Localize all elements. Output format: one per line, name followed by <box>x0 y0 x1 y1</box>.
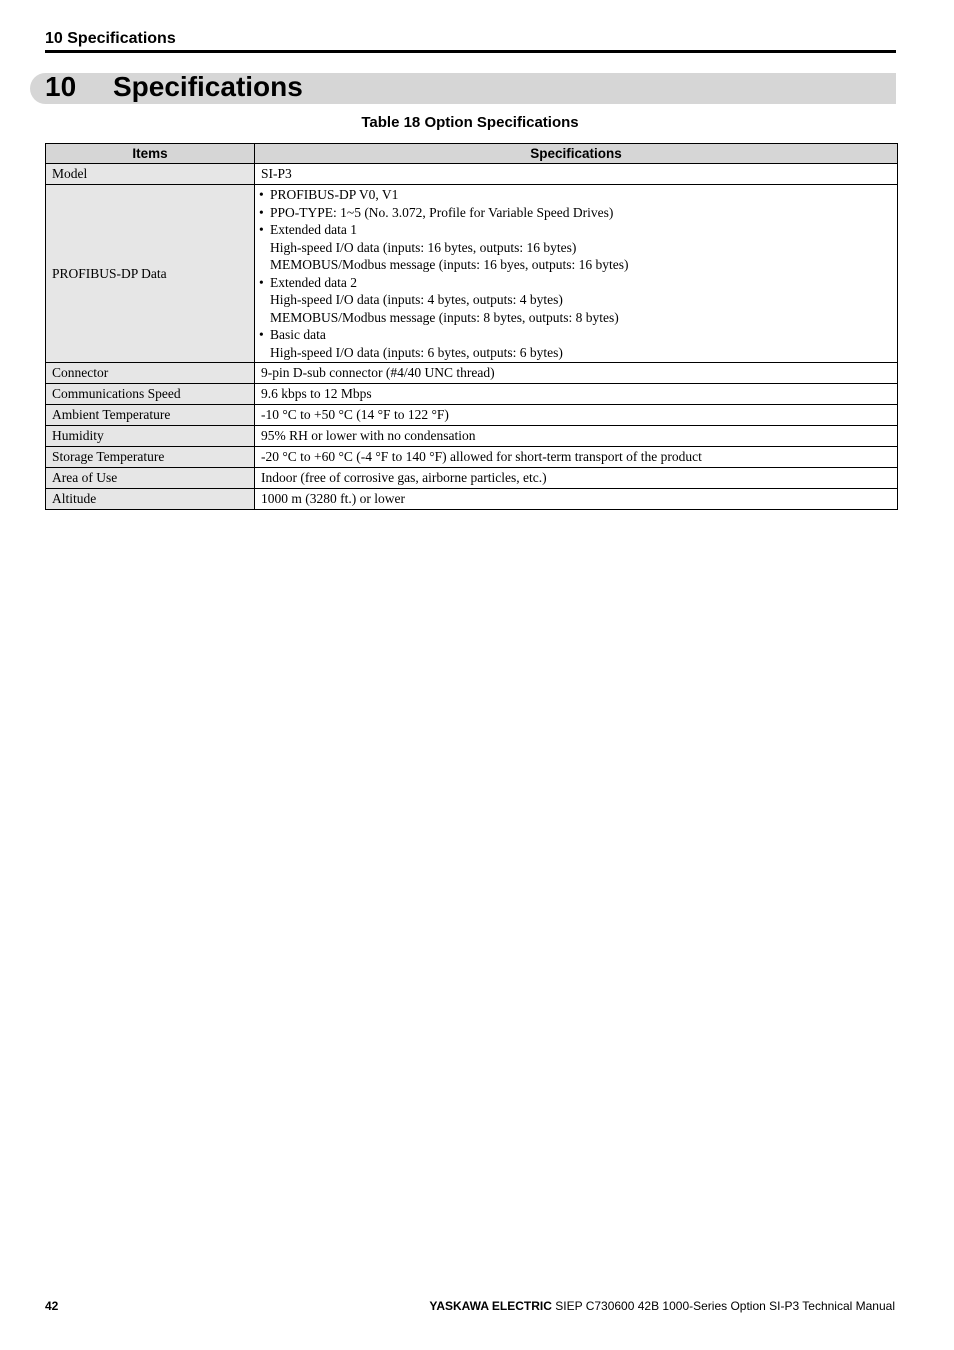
spec-line: High-speed I/O data (inputs: 4 bytes, outputs: 4 bytes) <box>270 292 563 307</box>
spec-line: • Basic data <box>261 326 891 344</box>
item-cell: PROFIBUS-DP Data <box>46 185 255 363</box>
item-cell: Ambient Temperature <box>46 405 255 426</box>
table-caption: Table 18 Option Specifications <box>361 114 579 131</box>
column-header-specifications: Specifications <box>255 144 898 164</box>
section-title: Specifications <box>113 71 303 102</box>
spec-cell: Indoor (free of corrosive gas, airborne particles, etc.) <box>255 468 898 489</box>
spec-line: High-speed I/O data (inputs: 16 bytes, outputs: 16 bytes) <box>270 239 577 255</box>
table-row <box>46 405 898 426</box>
page-number: 42 <box>45 1299 59 1313</box>
spec-line: • PPO-TYPE: 1~5 (No. 3.072, Profile for Variable Speed Drives) <box>261 204 891 222</box>
option-specifications-table <box>45 143 898 510</box>
item-cell: Storage Temperature <box>46 447 255 468</box>
spec-line: MEMOBUS/Modbus message (inputs: 8 bytes, outputs: 8 bytes) <box>270 309 619 325</box>
table-row <box>46 447 898 468</box>
table-row <box>46 468 898 489</box>
footer-document-info <box>429 1299 895 1313</box>
spec-cell: 9.6 kbps to 12 Mbps <box>255 384 898 405</box>
section-number: 10 <box>45 71 77 102</box>
table-row <box>46 185 898 363</box>
spec-list <box>261 186 891 361</box>
spec-cell: -20 °C to +60 °C (-4 °F to 140 °F) allowed for short-term transport of the product <box>255 447 898 468</box>
table-row <box>46 426 898 447</box>
item-cell: Connector <box>46 363 255 384</box>
spec-line: • PROFIBUS-DP V0, V1 <box>261 186 891 204</box>
footer-company: YASKAWA ELECTRIC <box>429 1299 552 1313</box>
spec-cell: 9-pin D-sub connector (#4/40 UNC thread) <box>255 363 898 384</box>
spec-line: MEMOBUS/Modbus message (inputs: 16 byes, outputs: 16 bytes) <box>270 257 629 272</box>
table-row <box>46 164 898 185</box>
item-cell: Communications Speed <box>46 384 255 405</box>
item-cell: Area of Use <box>46 468 255 489</box>
spec-cell: SI-P3 <box>255 164 898 185</box>
spec-cell: -10 °C to +50 °C (14 °F to 122 °F) <box>255 405 898 426</box>
spec-cell: 95% RH or lower with no condensation <box>255 426 898 447</box>
item-cell: Humidity <box>46 426 255 447</box>
table-row <box>46 384 898 405</box>
table-header-row <box>46 144 898 164</box>
column-header-items: Items <box>46 144 255 164</box>
spec-line: • Extended data 2 <box>261 274 891 292</box>
footer-document-title: SIEP C730600 42B 1000-Series Option SI-P3 Technical Manual <box>551 1299 895 1313</box>
running-header: 10 Specifications <box>45 29 896 53</box>
table-row <box>46 489 898 510</box>
spec-cell: 1000 m (3280 ft.) or lower <box>255 489 898 510</box>
item-cell: Altitude <box>46 489 255 510</box>
table-row <box>46 363 898 384</box>
spec-line: High-speed I/O data (inputs: 6 bytes, outputs: 6 bytes) <box>270 344 563 360</box>
spec-cell <box>255 185 898 363</box>
item-cell: Model <box>46 164 255 185</box>
spec-line: • Extended data 1 <box>261 221 891 239</box>
